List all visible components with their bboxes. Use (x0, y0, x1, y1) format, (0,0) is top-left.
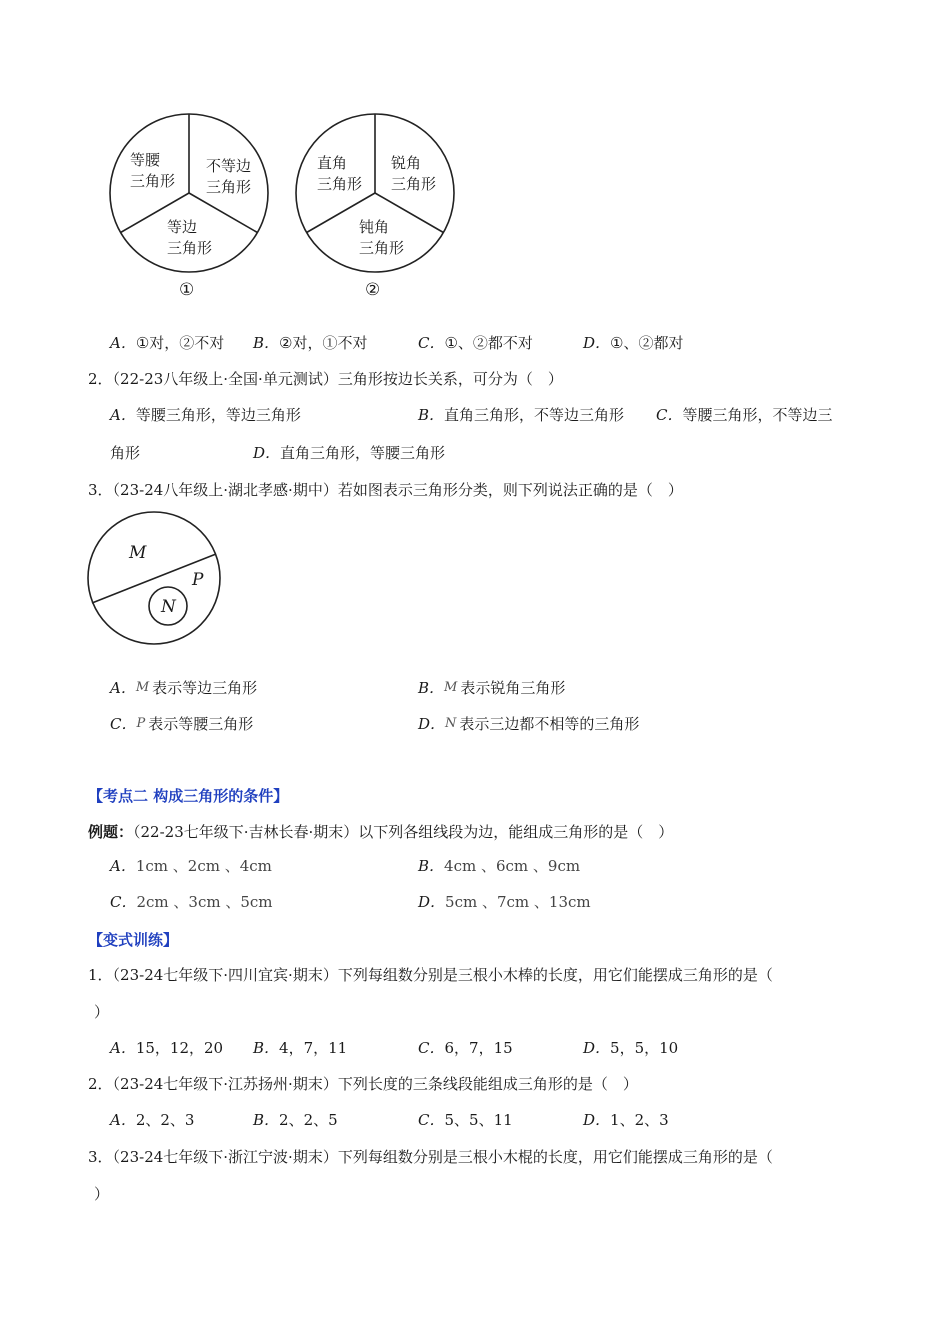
option-label: B． (253, 1039, 280, 1057)
option-symbol: M (135, 680, 150, 695)
option-text: 表示三边都不相等的三角形 (459, 715, 640, 733)
example-option-a[interactable] (110, 856, 272, 876)
v3-stem-continued: ） (94, 1185, 110, 1203)
v3-stem (88, 1147, 773, 1167)
v2-option-d[interactable] (583, 1110, 669, 1130)
option-text: ①对，②不对 (135, 334, 225, 352)
pie1-sector2-line1: 不等边 (206, 157, 252, 175)
option-label: C． (656, 406, 683, 424)
q3-option-a[interactable] (110, 678, 257, 698)
question-text: （23-24八年级上·湖北孝感·期中）若如图表示三角形分类，则下列说法正确的是（ ） (112, 481, 683, 499)
option-label: C． (418, 1111, 445, 1129)
q2-option-a[interactable] (110, 405, 301, 425)
v2-stem (88, 1074, 638, 1094)
example-option-c[interactable] (110, 892, 273, 912)
option-symbol: M (444, 680, 458, 695)
option-label: A． (110, 679, 136, 697)
option-label: A． (110, 1111, 136, 1129)
option-label: C． (418, 1039, 445, 1057)
question-text: （22-23八年级上·全国·单元测试）三角形按边长关系，可分为（ ） (112, 370, 563, 388)
option-text: 2、2、3 (135, 1111, 195, 1129)
question-number: 2． (88, 1075, 113, 1093)
variant-heading: 【变式训练】 (88, 931, 179, 949)
option-label: A． (110, 334, 136, 352)
option-label: C． (418, 334, 445, 352)
venn-label-n: N (161, 597, 176, 617)
q1-option-d[interactable] (583, 333, 683, 353)
v1-option-d[interactable] (583, 1038, 678, 1058)
question-text: （23-24七年级下·江苏扬州·期末）下列长度的三条线段能组成三角形的是（ ） (112, 1075, 638, 1093)
option-label: B． (418, 679, 445, 697)
option-text: ①、②都不对 (444, 334, 533, 352)
example-text: （22-23七年级下·吉林长春·期末）以下列各组线段为边，能组成三角形的是（ ） (133, 823, 674, 841)
option-label: D． (418, 715, 446, 733)
option-text: 5cm 、7cm 、13cm (445, 893, 591, 911)
example-option-b[interactable] (418, 856, 580, 876)
q1-option-a[interactable] (110, 333, 224, 353)
v1-option-b[interactable] (253, 1038, 347, 1058)
q3-venn-figure (82, 508, 227, 648)
option-label: D． (583, 1111, 611, 1129)
v1-option-c[interactable] (418, 1038, 513, 1058)
option-label: D． (583, 1039, 611, 1057)
pie1-sector2-line2: 三角形 (206, 178, 252, 196)
option-text: 等腰三角形，等边三角形 (135, 406, 301, 424)
v1-stem-continued: ） (94, 1003, 110, 1021)
q2-option-c-continued: 角形 (110, 444, 141, 462)
option-text: 1cm 、2cm 、4cm (135, 857, 272, 875)
venn-label-m: M (129, 543, 147, 563)
option-label: B． (253, 334, 280, 352)
option-text: 15，12，20 (135, 1039, 224, 1057)
option-text: 表示等腰三角形 (148, 715, 254, 733)
example-label: 例题： (88, 823, 134, 841)
pie2-sector1-line1: 直角 (317, 154, 348, 172)
option-label: B． (253, 1111, 280, 1129)
option-text: 1、2、3 (610, 1111, 669, 1129)
pie2-sector2-line2: 三角形 (391, 175, 437, 193)
option-label: D． (418, 893, 446, 911)
option-symbol: P (136, 716, 146, 731)
question-text: （23-24七年级下·浙江宁波·期末）下列每组数分别是三根小木棍的长度，用它们能摆成三角形的是（ (112, 1148, 773, 1166)
option-text: ①、②都对 (610, 334, 684, 352)
q2-option-d[interactable] (253, 443, 445, 463)
v2-option-a[interactable] (110, 1110, 194, 1130)
option-text: 表示锐角三角形 (460, 679, 566, 697)
q3-option-d[interactable] (418, 714, 639, 734)
q2-stem (88, 369, 563, 389)
option-text: 2、2、5 (279, 1111, 338, 1129)
pie2-sector2-line1: 锐角 (391, 154, 422, 172)
example-option-d[interactable] (418, 892, 591, 912)
pie1-sector3-line1: 等边 (167, 218, 198, 236)
question-text: （23-24七年级下·四川宜宾·期末）下列每组数分别是三根小木棒的长度，用它们能摆成三角形的是（ (112, 966, 773, 984)
pie-2 (296, 114, 454, 300)
option-text: ②对，①不对 (279, 334, 368, 352)
option-text: 5，5，10 (610, 1039, 679, 1057)
venn-label-p: P (192, 570, 204, 590)
pie-1 (110, 114, 268, 300)
option-text: 等腰三角形，不等边三 (682, 406, 833, 424)
question-number: 2． (88, 370, 113, 388)
v2-option-c[interactable] (418, 1110, 513, 1130)
option-label: B． (418, 857, 445, 875)
option-text: 4，7，11 (279, 1039, 348, 1057)
v1-option-a[interactable] (110, 1038, 223, 1058)
pie1-caption: ① (179, 280, 195, 300)
option-symbol: N (445, 716, 457, 731)
option-text: 4cm 、6cm 、9cm (444, 857, 581, 875)
option-label: A． (110, 406, 136, 424)
option-text: 6，7，15 (444, 1039, 513, 1057)
option-text: 表示等边三角形 (152, 679, 258, 697)
pie1-sector1-line1: 等腰 (130, 151, 161, 169)
q1-option-c[interactable] (418, 333, 533, 353)
pie2-caption: ② (365, 280, 381, 300)
option-text: 2cm 、3cm 、5cm (136, 893, 273, 911)
section2-heading: 【考点二 构成三角形的条件】 (88, 787, 289, 805)
pie1-sector3-line2: 三角形 (167, 239, 213, 257)
classification-pies-figure (100, 105, 460, 305)
example-stem (88, 822, 673, 842)
option-label: A． (110, 1039, 136, 1057)
pie2-sector3-line1: 钝角 (359, 218, 390, 236)
q3-option-c[interactable] (110, 714, 253, 734)
option-label: D． (253, 444, 281, 462)
option-text: 直角三角形，不等边三角形 (444, 406, 625, 424)
q3-option-b[interactable] (418, 678, 565, 698)
pie1-sector1-line2: 三角形 (130, 172, 176, 190)
pie2-sector1-line2: 三角形 (317, 175, 363, 193)
pie2-sector3-line2: 三角形 (359, 239, 405, 257)
q2-option-b[interactable] (418, 405, 624, 425)
question-number: 3． (88, 481, 113, 499)
q2-option-c[interactable] (656, 405, 833, 425)
q3-stem (88, 480, 683, 500)
option-label: A． (110, 857, 136, 875)
v1-stem (88, 965, 773, 985)
question-number: 3． (88, 1148, 113, 1166)
v2-option-b[interactable] (253, 1110, 338, 1130)
option-label: B． (418, 406, 445, 424)
option-label: C． (110, 893, 137, 911)
option-text: 5、5、11 (444, 1111, 513, 1129)
option-text: 直角三角形，等腰三角形 (280, 444, 446, 462)
question-number: 1． (88, 966, 113, 984)
option-label: D． (583, 334, 611, 352)
option-label: C． (110, 715, 137, 733)
q1-option-b[interactable] (253, 333, 367, 353)
